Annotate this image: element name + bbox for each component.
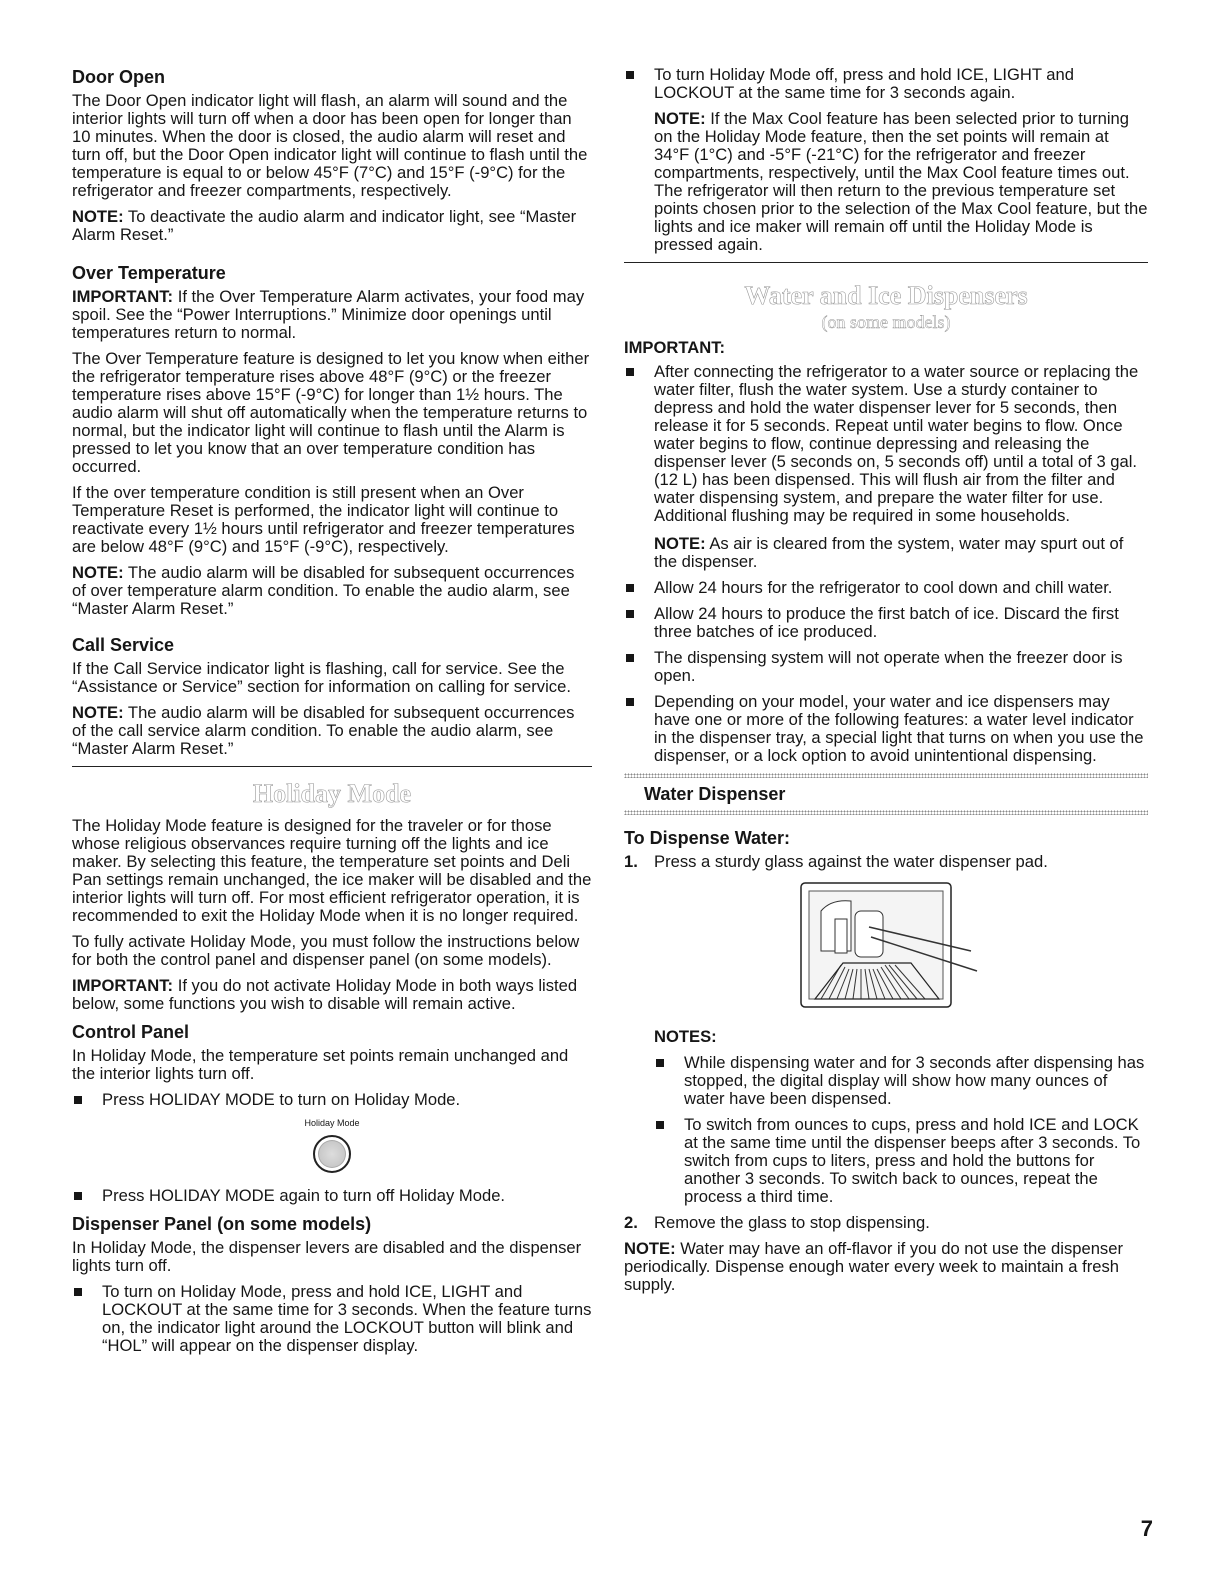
step-number: 2.	[624, 1213, 638, 1232]
call-service-note	[72, 704, 592, 758]
list-item: Allow 24 hours to produce the first batch of ice. Discard the first three batches of ice produced.	[624, 605, 1148, 641]
holiday-important	[72, 977, 592, 1013]
note-text: The audio alarm will be disabled for subsequent occurrences of the call service alarm condition. To enable the audio alarm, see “Master Alarm Reset.”	[72, 703, 575, 758]
section-divider	[624, 262, 1148, 263]
holiday-mode-title: Holiday Mode	[252, 779, 412, 808]
note-label: NOTE:	[624, 1239, 676, 1258]
list-item: To switch from ounces to cups, press and hold ICE and LOCK at the same time until the dispenser beeps after 3 seconds. To switch from cups to liters, press and hold the buttons for another 3 seconds. To switch back to ounces, repeat the process a third time.	[654, 1116, 1148, 1206]
holiday-mode-button-label: Holiday Mode	[304, 1118, 360, 1128]
section-divider	[72, 766, 592, 767]
list-item: The dispensing system will not operate when the freezer door is open.	[624, 649, 1148, 685]
notes-label: NOTES:	[654, 1027, 717, 1046]
water-dispenser-heading: Water Dispenser	[644, 784, 786, 804]
to-dispense-water-heading: To Dispense Water:	[624, 828, 791, 848]
important-label: IMPORTANT:	[72, 976, 174, 995]
water-ice-dispensers-subtitle: (on some models)	[821, 312, 951, 332]
dispensers-list	[624, 363, 1148, 765]
control-panel-paragraph: In Holiday Mode, the temperature set points remain unchanged and the interior lights turn off.	[72, 1046, 569, 1083]
holiday-paragraph-1: The Holiday Mode feature is designed for the traveler or for those whose religious observances require turning off the lights and ice maker. By selecting this feature, the temperature set points and Deli Pan settings remain unchanged, the ice maker will be disabled and the interior lights will turn off. For most efficient refrigerator operation, it is recommended to exit the Holiday Mode when it is no longer required.	[72, 816, 592, 925]
max-cool-note	[654, 110, 1148, 254]
list-item: Press HOLIDAY MODE again to turn off Holiday Mode.	[72, 1187, 592, 1205]
note-text: As air is cleared from the system, water may spurt out of the dispenser.	[654, 534, 1124, 571]
note-label: NOTE:	[72, 703, 124, 722]
page-number: 7	[1140, 1516, 1153, 1541]
note-label: NOTE:	[72, 563, 124, 582]
control-panel-list	[72, 1091, 592, 1109]
dotted-rule-bottom	[624, 810, 1148, 815]
step-text: Press a sturdy glass against the water dispenser pad.	[654, 852, 1048, 871]
list-item: Press HOLIDAY MODE to turn on Holiday Mode.	[72, 1091, 592, 1109]
list-item: Depending on your model, your water and ice dispensers may have one or more of the following features: a water level indicator in the dispenser tray, a special light that turns on when you use the dispenser, or a lock option to avoid unintentional dispensing.	[624, 693, 1148, 765]
note-text: If the Max Cool feature has been selected prior to turning on the Holiday Mode feature, then the set points will remain at 34°F (1°C) and -5°F (-21°C) for the refrigerator and freezer compartments, respectively, until the Max Cool feature times out. The refrigerator will then return to the previous temperature set points chosen prior to the selection of the Max Cool feature, but the lights and ice maker will remain off until the Holiday Mode is pressed again.	[654, 109, 1148, 254]
dispense-steps	[624, 853, 1148, 871]
control-panel-list-2	[72, 1187, 592, 1205]
step-2	[624, 1214, 1148, 1232]
important-text: If you do not activate Holiday Mode in both ways listed below, some functions you wish to disable will remain active.	[72, 976, 578, 1013]
list-item: While dispensing water and for 3 seconds after dispensing has stopped, the digital display will show how many ounces of water have been dispensed.	[654, 1054, 1148, 1108]
call-service-paragraph: If the Call Service indicator light is flashing, call for service. See the “Assistance or Service” section for information on calling for service.	[72, 659, 571, 696]
notes-block	[654, 1028, 1148, 1206]
list-item: To turn on Holiday Mode, press and hold ICE, LIGHT and LOCKOUT at the same time for 3 seconds. When the feature turns on, the indicator light around the LOCKOUT button will blink and “HOL” will appear on the dispenser display.	[72, 1283, 592, 1355]
over-temperature-heading: Over Temperature	[72, 263, 226, 283]
dispenser-panel-heading: Dispenser Panel (on some models)	[72, 1214, 372, 1234]
door-open-note	[72, 208, 592, 244]
right-column	[624, 66, 1148, 1302]
dispenser-panel-paragraph: In Holiday Mode, the dispenser levers are disabled and the dispenser lights turn off.	[72, 1238, 582, 1275]
door-open-paragraph: The Door Open indicator light will flash, an alarm will sound and the interior lights will turn off when a door has been open for longer than 10 minutes. When the door is closed, the audio alarm will reset and turn off, but the Door Open indicator light will continue to flash until the temperature is equal to or below 45°F (7°C) and 15°F (-9°C) for the refrigerator and freezer compartments, respectively.	[72, 91, 588, 200]
list-item-text: After connecting the refrigerator to a water source or replacing the water filter, flush the water system. Use a sturdy container to depress and hold the water dispenser lever for 5 seconds, then release it for 5 seconds. Repeat until water begins to flow. Once water begins to flow, continue depressing and releasing the dispenser lever (5 seconds on, 5 seconds off) until a total of 3 gal. (12 L) has been dispensed. This will flush air from the filter and water dispensing system, and prepare the water filter for use. Additional flushing may be required in some households.	[654, 362, 1139, 525]
call-service-heading: Call Service	[72, 635, 175, 655]
off-flavor-note	[624, 1240, 1148, 1294]
note-label: NOTE:	[72, 207, 124, 226]
note-label: NOTE:	[654, 109, 706, 128]
door-open-heading: Door Open	[72, 67, 165, 87]
list-item: Allow 24 hours for the refrigerator to cool down and chill water.	[624, 579, 1148, 597]
step-number: 1.	[624, 852, 638, 871]
important-label: IMPORTANT:	[624, 338, 726, 357]
glass-at-dispenser-icon	[791, 881, 981, 1011]
water-dispenser-illustration	[624, 881, 1148, 1016]
holiday-paragraph-2: To fully activate Holiday Mode, you must follow the instructions below for both the control panel and dispenser panel (on some models).	[72, 932, 580, 969]
holiday-mode-button-illustration	[72, 1117, 592, 1173]
step-text: Remove the glass to stop dispensing.	[654, 1213, 930, 1232]
dispenser-panel-list	[72, 1283, 592, 1355]
over-temperature-note	[72, 564, 592, 618]
list-item	[624, 363, 1148, 571]
holiday-mode-button-icon	[313, 1135, 351, 1173]
over-temperature-paragraph-3: If the over temperature condition is still present when an Over Temperature Reset is performed, the indicator light will continue to reactivate every 1½ hours until refrigerator and freezer temperatures are below 48°F (9°C) and 15°F (-9°C), respectively.	[72, 483, 575, 556]
left-column	[72, 66, 592, 1363]
important-text: If the Over Temperature Alarm activates, your food may spoil. See the “Power Interruptions.” Minimize door openings until temperatures return to normal.	[72, 287, 585, 342]
important-label: IMPORTANT:	[72, 287, 174, 306]
note-label: NOTE:	[654, 534, 706, 553]
dispense-steps-2	[624, 1214, 1148, 1232]
list-item: To turn Holiday Mode off, press and hold ICE, LIGHT and LOCKOUT at the same time for 3 seconds again.	[624, 66, 1148, 102]
holiday-continued-list	[624, 66, 1148, 102]
note-text: Water may have an off-flavor if you do not use the dispenser periodically. Dispense enough water every week to maintain a fresh supply.	[624, 1239, 1123, 1294]
note-text: To deactivate the audio alarm and indicator light, see “Master Alarm Reset.”	[72, 207, 577, 244]
step-1	[624, 853, 1148, 871]
over-temperature-important	[72, 288, 592, 342]
over-temperature-paragraph-2: The Over Temperature feature is designed to let you know when either the refrigerator temperature rises above 48°F (9°C) or the freezer temperature rises above 15°F (-9°C) for longer than 1½ hours. The audio alarm will shut off automatically when the temperature returns to normal, but the indicator light will continue to flash until the Alarm is pressed to let you know that an over temperature condition has occurred.	[72, 349, 590, 476]
control-panel-heading: Control Panel	[72, 1022, 190, 1042]
air-note	[654, 535, 1148, 571]
note-text: The audio alarm will be disabled for subsequent occurrences of over temperature alarm condition. To enable the audio alarm, see “Master Alarm Reset.”	[72, 563, 575, 618]
water-ice-dispensers-title: Water and Ice Dispensers	[744, 281, 1028, 310]
notes-list	[654, 1054, 1148, 1206]
